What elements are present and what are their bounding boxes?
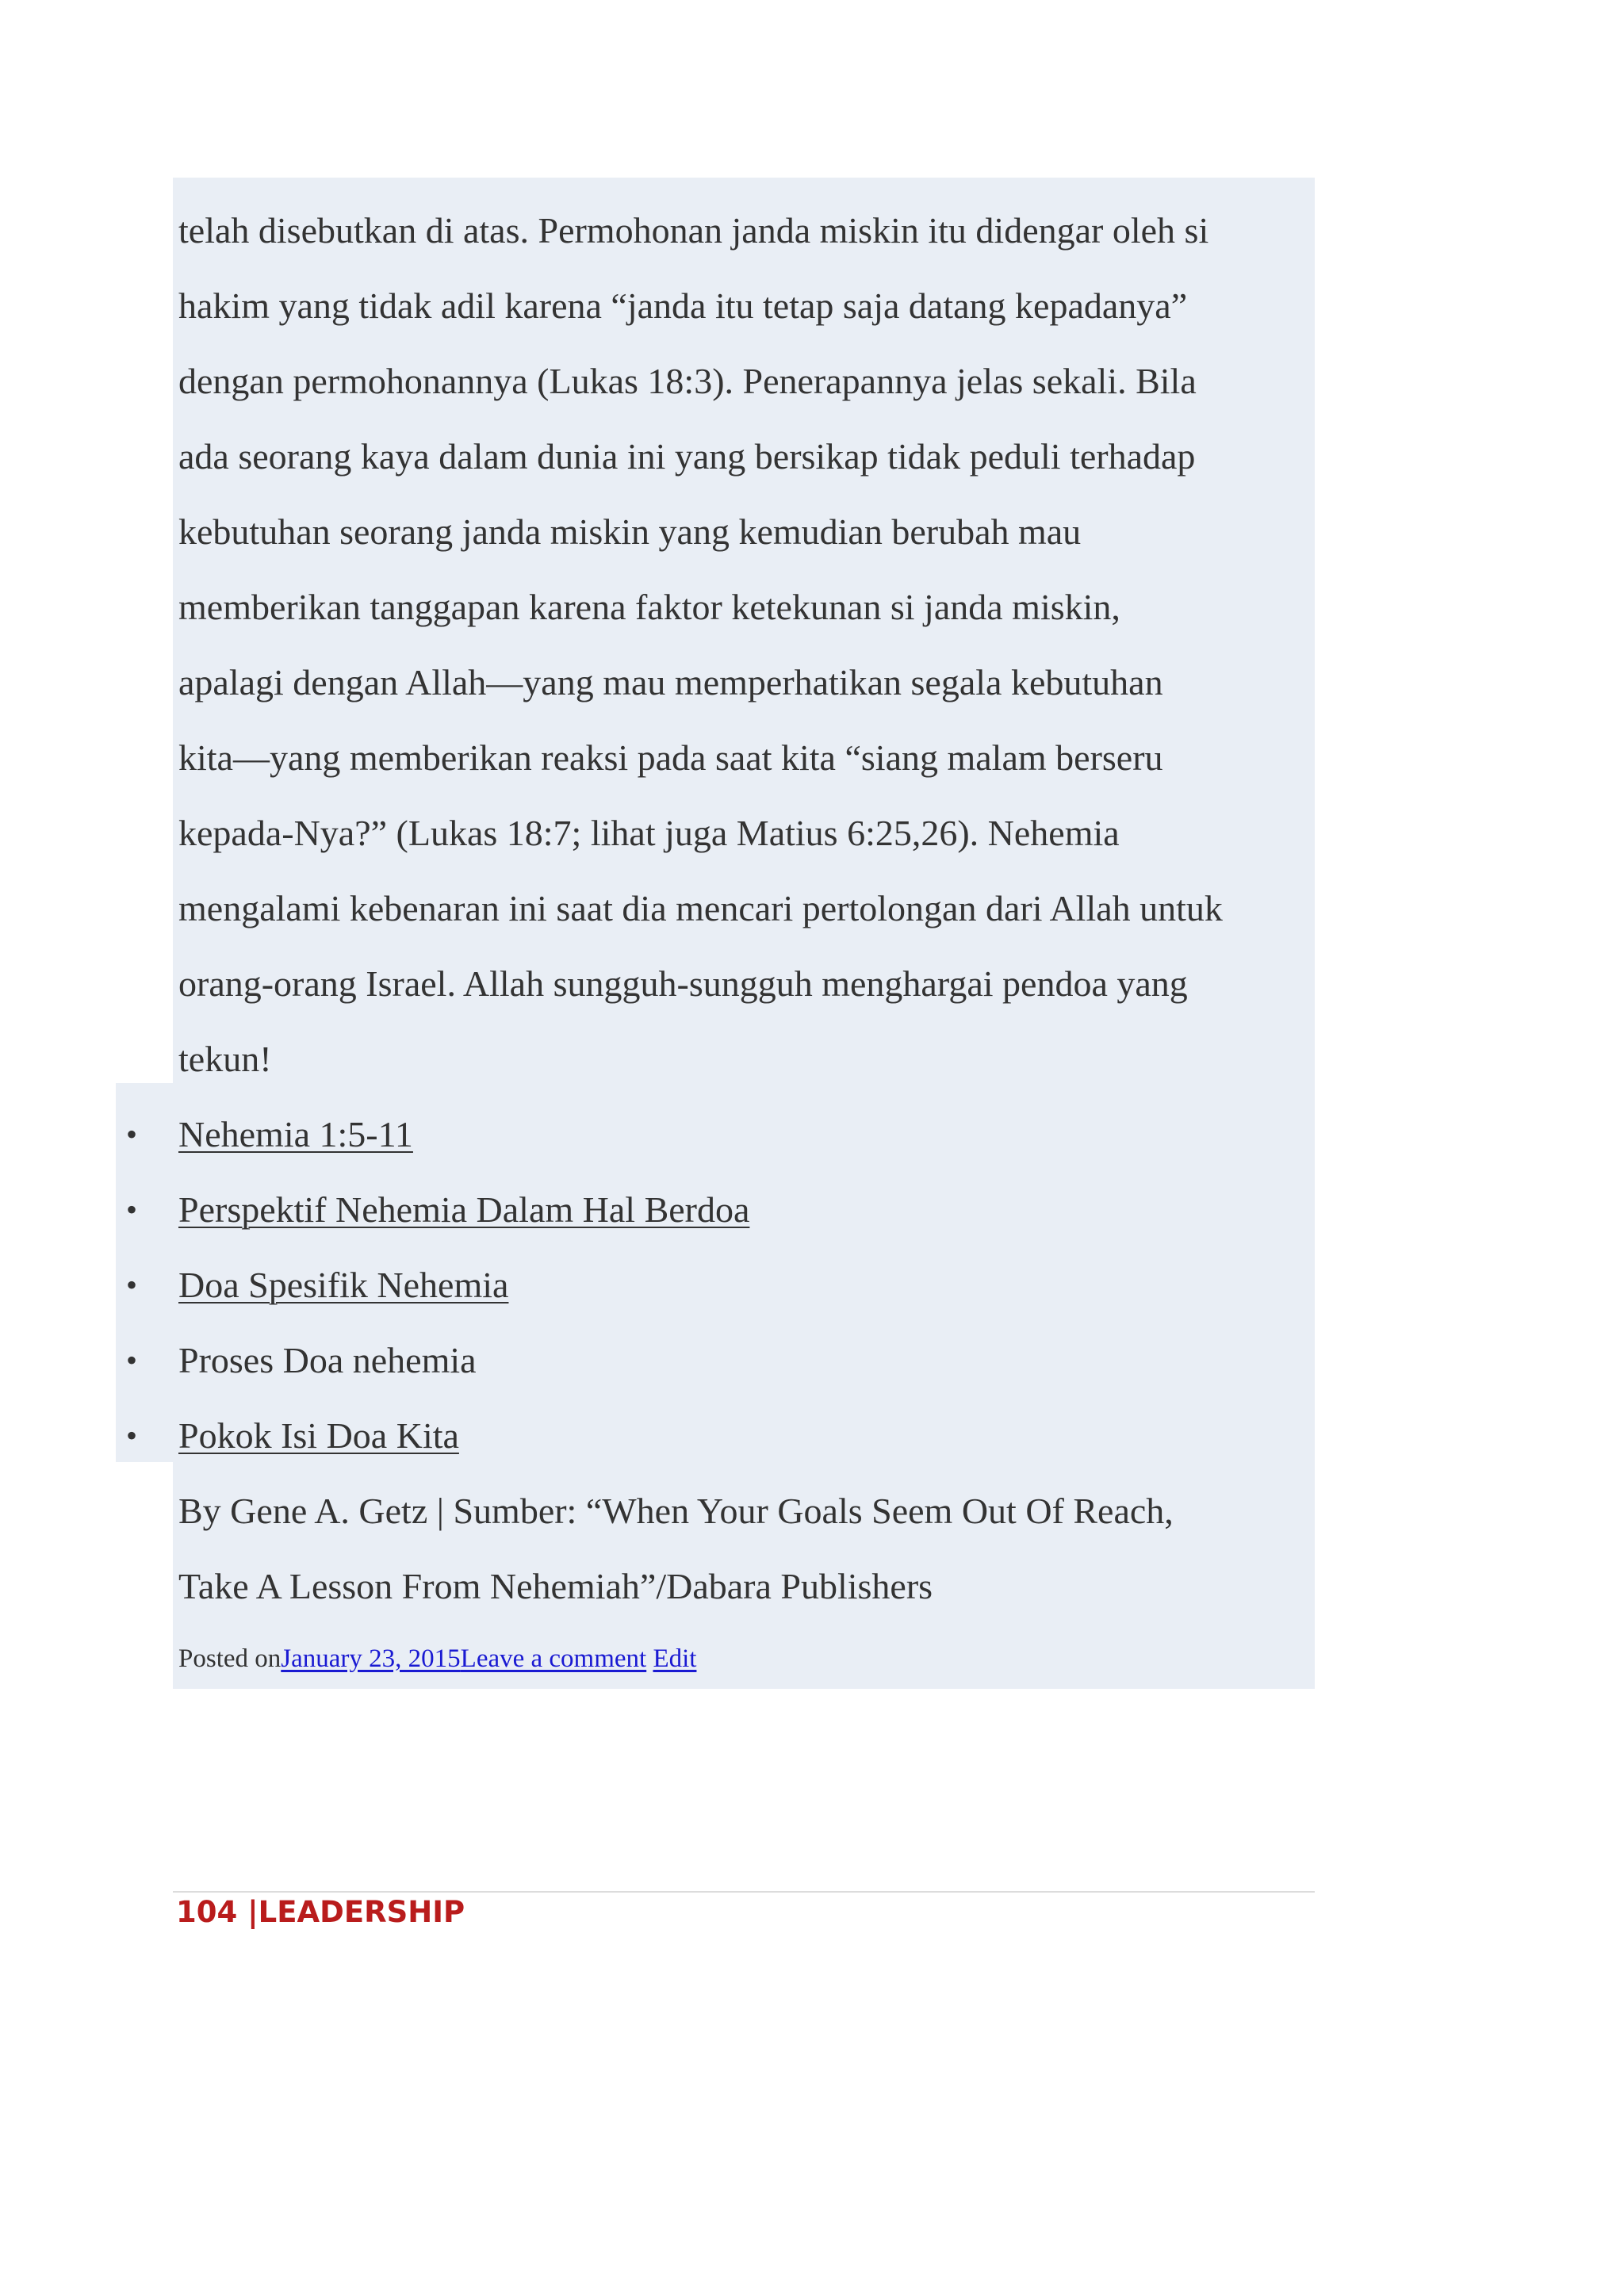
paragraph-line: kepada-Nya?” (Lukas 18:7; lihat juga Matius 6:25,26). Nehemia	[178, 813, 1120, 853]
bullet-icon: •	[126, 1192, 138, 1227]
paragraph-line: memberikan tanggapan karena faktor ketekunan si janda miskin,	[178, 587, 1120, 627]
link-doa-spesifik-nehemia[interactable]: Doa Spesifik Nehemia	[178, 1265, 509, 1305]
bullet-icon: •	[126, 1418, 138, 1453]
paragraph-line: hakim yang tidak adil karena “janda itu tetap saja datang kepadanya”	[178, 285, 1188, 326]
post-date-link[interactable]: January 23, 2015	[281, 1644, 461, 1673]
page-footer	[176, 1895, 465, 1929]
list-item	[126, 1323, 1312, 1398]
paragraph-line: kita—yang memberikan reaksi pada saat kita “siang malam berseru	[178, 737, 1163, 778]
link-nehemia-1-5-11[interactable]: Nehemia 1:5-11	[178, 1114, 413, 1154]
article-paragraph	[178, 193, 1312, 1097]
section-title: LEADERSHIP	[258, 1895, 465, 1929]
bullet-icon: •	[126, 1116, 138, 1152]
paragraph-line: tekun!	[178, 1039, 272, 1079]
list-item	[126, 1172, 1312, 1247]
edit-link[interactable]: Edit	[653, 1644, 697, 1673]
paragraph-line: orang-orang Israel. Allah sungguh-sungguh menghargai pendoa yang	[178, 963, 1188, 1004]
list-item	[126, 1398, 1312, 1473]
footer-separator: |	[237, 1895, 259, 1929]
article-content	[126, 193, 1312, 1682]
proses-doa-nehemia-text: Proses Doa nehemia	[178, 1340, 477, 1380]
list-item	[126, 1097, 1312, 1172]
bullet-icon: •	[126, 1342, 138, 1378]
list-item	[126, 1247, 1312, 1323]
author-byline	[178, 1473, 1312, 1624]
paragraph-line: dengan permohonannya (Lukas 18:3). Penerapannya jelas sekali. Bila	[178, 361, 1197, 401]
link-perspektif-nehemia[interactable]: Perspektif Nehemia Dalam Hal Berdoa	[178, 1189, 750, 1230]
related-links-list	[126, 1097, 1312, 1473]
posted-on-label: Posted on	[178, 1644, 282, 1673]
link-pokok-isi-doa-kita[interactable]: Pokok Isi Doa Kita	[178, 1415, 459, 1456]
byline-line: By Gene A. Getz | Sumber: “When Your Goals Seem Out Of Reach,	[178, 1491, 1174, 1531]
post-meta	[178, 1635, 1312, 1682]
paragraph-line: mengalami kebenaran ini saat dia mencari pertolongan dari Allah untuk	[178, 888, 1223, 928]
paragraph-line: kebutuhan seorang janda miskin yang kemudian berubah mau	[178, 511, 1082, 552]
paragraph-line: telah disebutkan di atas. Permohonan janda miskin itu didengar oleh si	[178, 210, 1209, 251]
footer-divider	[173, 1891, 1315, 1893]
leave-comment-link[interactable]: Leave a comment	[460, 1644, 647, 1673]
paragraph-line: ada seorang kaya dalam dunia ini yang bersikap tidak peduli terhadap	[178, 436, 1196, 477]
bullet-icon: •	[126, 1267, 138, 1303]
byline-line: Take A Lesson From Nehemiah”/Dabara Publishers	[178, 1566, 933, 1606]
paragraph-line: apalagi dengan Allah—yang mau memperhatikan segala kebutuhan	[178, 662, 1163, 702]
page-number: 104	[176, 1895, 238, 1929]
